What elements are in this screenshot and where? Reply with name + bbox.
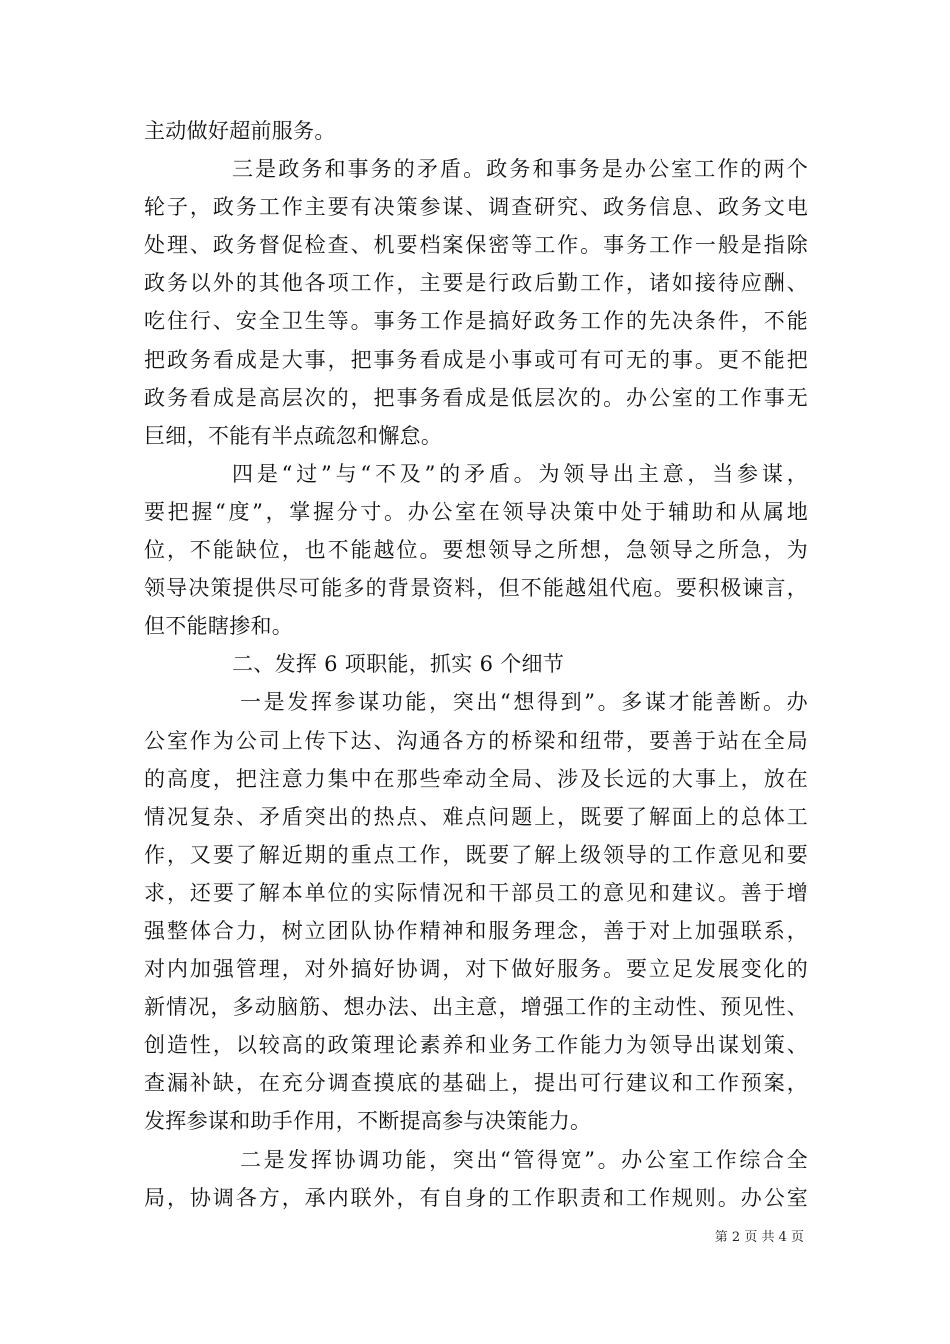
paragraph-line: 巨细，不能有半点疏忽和懈怠。 bbox=[144, 423, 443, 448]
paragraph-line: 局，协调各方，承内联外，有自身的工作职责和工作规则。办公室 bbox=[144, 1185, 808, 1210]
paragraph-line: 位，不能缺位，也不能越位。要想领导之所想，急领导之所急，为 bbox=[144, 538, 808, 563]
paragraph-line: 一是发挥参谋功能，突出“想得到”。多谋才能善断。办 bbox=[240, 690, 808, 715]
paragraph-line: 发挥参谋和助手作用，不断提高参与决策能力。 bbox=[144, 1109, 592, 1134]
paragraph-line: 二是发挥协调功能，突出“管得宽”。办公室工作综合全 bbox=[240, 1147, 808, 1172]
paragraph-line: 公室作为公司上传下达、沟通各方的桥梁和纽带，要善于站在全局 bbox=[144, 728, 808, 753]
paragraph-line: 三是政务和事务的矛盾。政务和事务是办公室工作的两个 bbox=[232, 157, 808, 182]
paragraph-line: 情况复杂、矛盾突出的热点、难点问题上，既要了解面上的总体工 bbox=[144, 804, 808, 829]
paragraph-line: 查漏补缺，在充分调查摸底的基础上，提出可行建议和工作预案， bbox=[144, 1071, 808, 1096]
paragraph-line: 轮子，政务工作主要有决策参谋、调查研究、政务信息、政务文电 bbox=[144, 195, 808, 220]
paragraph-line: 领导决策提供尽可能多的背景资料，但不能越俎代庖。要积极谏言， bbox=[144, 576, 808, 601]
paragraph-line: 政务以外的其他各项工作，主要是行政后勤工作，诸如接待应酬、 bbox=[144, 271, 808, 296]
paragraph-line: 处理、政务督促检查、机要档案保密等工作。事务工作一般是指除 bbox=[144, 233, 808, 258]
paragraph-line: 主动做好超前服务。 bbox=[144, 119, 336, 143]
paragraph-line: 把政务看成是大事，把事务看成是小事或可有可无的事。更不能把 bbox=[144, 347, 808, 372]
paragraph-line: 新情况，多动脑筋、想办法、出主意，增强工作的主动性、预见性、 bbox=[144, 995, 808, 1020]
paragraph-line: 四是“过”与“不及”的矛盾。为领导出主意，当参谋， bbox=[232, 461, 808, 486]
paragraph-line: 吃住行、安全卫生等。事务工作是搞好政务工作的先决条件，不能 bbox=[144, 309, 808, 334]
paragraph-line: 但不能瞎掺和。 bbox=[144, 614, 294, 639]
page-indicator: 第 2 页 共 4 页 bbox=[714, 1230, 804, 1245]
paragraph-line: 对内加强管理，对外搞好协调，对下做好服务。要立足发展变化的 bbox=[144, 957, 808, 982]
paragraph-line: 求，还要了解本单位的实际情况和干部员工的意见和建议。善于增 bbox=[144, 880, 808, 905]
paragraph-line: 的高度，把注意力集中在那些牵动全局、涉及长远的大事上，放在 bbox=[144, 766, 808, 791]
paragraph-line: 创造性，以较高的政策理论素养和业务工作能力为领导出谋划策、 bbox=[144, 1033, 808, 1058]
paragraph-line: 政务看成是高层次的，把事务看成是低层次的。办公室的工作事无 bbox=[144, 385, 808, 410]
paragraph-line: 强整体合力，树立团队协作精神和服务理念，善于对上加强联系， bbox=[144, 918, 808, 943]
paragraph-line: 要把握“度”，掌握分寸。办公室在领导决策中处于辅助和从属地 bbox=[144, 499, 808, 524]
body-text bbox=[144, 112, 808, 1217]
paragraph-line: 作，又要了解近期的重点工作，既要了解上级领导的工作意见和要 bbox=[144, 842, 808, 867]
section-heading: 二、发挥 6 项职能，抓实 6 个细节 bbox=[232, 652, 565, 677]
